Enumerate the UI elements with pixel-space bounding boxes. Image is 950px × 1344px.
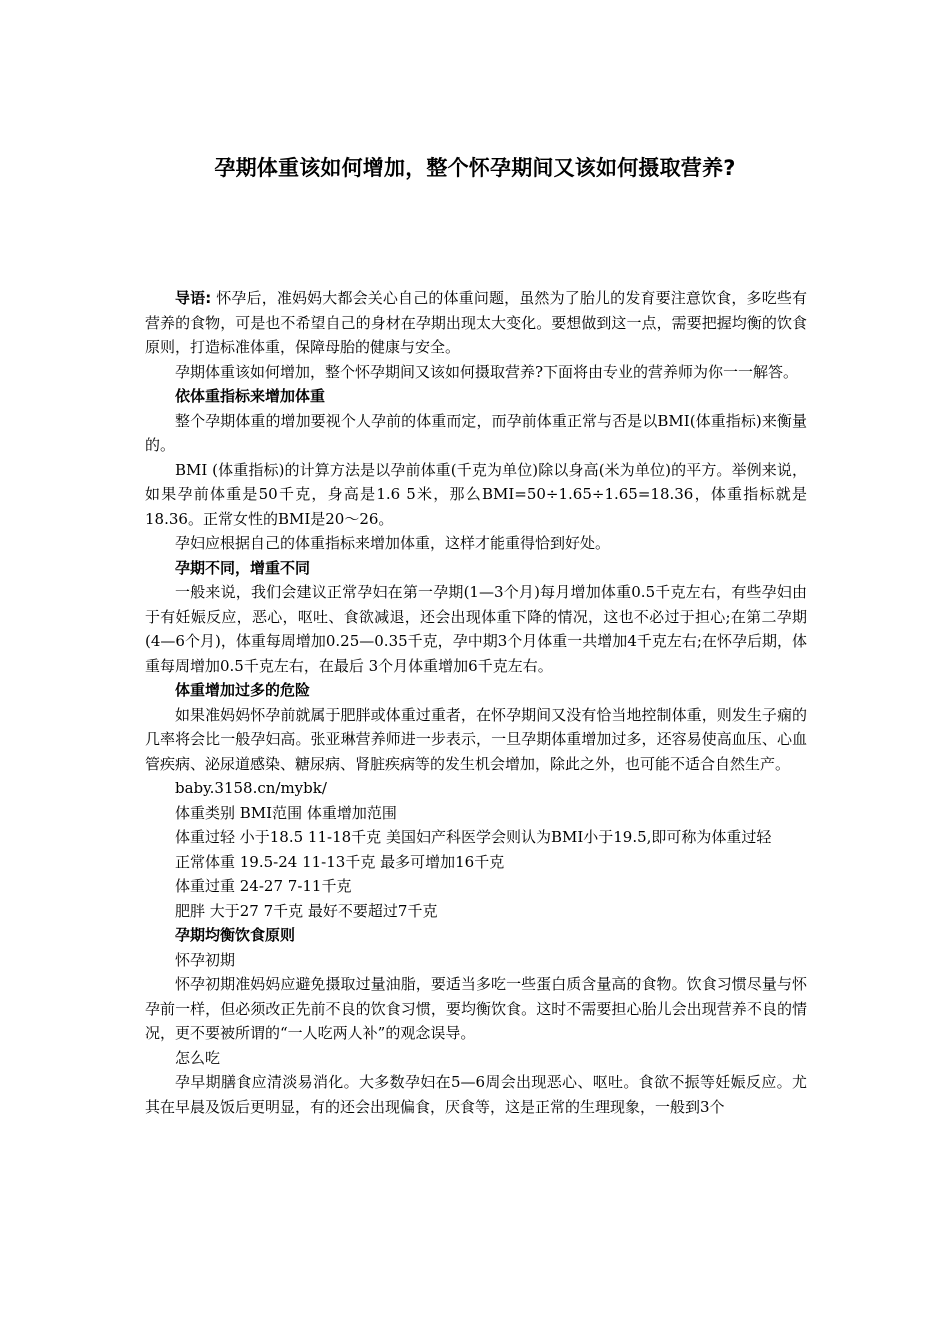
paragraph: 孕期体重该如何增加，整个怀孕期间又该如何摄取营养?下面将由专业的营养师为你一一解答。 <box>175 362 799 381</box>
table-row-line: 肥胖 大于27 7千克 最好不要超过7千克 <box>175 901 438 920</box>
paragraph: 如果准妈妈怀孕前就属于肥胖或体重过重者，在怀孕期间又没有恰当地控制体重，则发生子痫的几率将会比一般孕妇高。张亚琳营养师进一步表示，一旦孕期体重增加过多，还容易使高血压、心血管疾病、泌尿道感染、糖尿病、肾脏疾病等的发生机会增加，除此之外，也可能不适合自然生产。 <box>145 705 807 773</box>
intro-text: 怀孕后，准妈妈大都会关心自己的体重问题，虽然为了胎儿的发育要注意饮食，多吃些有营养的食物，可是也不希望自己的身材在孕期出现太大变化。要想做到这一点，需要把握均衡的饮食原则，打造标准体重，保障母胎的健康与安全。 <box>145 289 808 356</box>
subheading: 怀孕初期 <box>175 950 236 969</box>
paragraph: 孕早期膳食应清淡易消化。大多数孕妇在5—6周会出现恶心、呕吐。食欲不振等妊娠反应。尤其在早晨及饭后更明显，有的还会出现偏食，厌食等，这是正常的生理现象，一般到3个 <box>145 1073 807 1116</box>
source-url: baby.3158.cn/mybk/ <box>175 779 327 797</box>
section-heading: 体重增加过多的危险 <box>175 681 311 699</box>
table-row-line: 正常体重 19.5-24 11-13千克 最多可增加16千克 <box>175 852 505 871</box>
paragraph: 怀孕初期准妈妈应避免摄取过量油脂，要适当多吃一些蛋白质含量高的食物。饮食习惯尽量与怀孕前一样，但必须改正先前不良的饮食习惯，要均衡饮食。这时不需要担心胎儿会出现营养不良的情况，更不要被所谓的“一人吃两人补”的观念误导。 <box>145 975 807 1042</box>
page-title: 孕期体重该如何增加，整个怀孕期间又该如何摄取营养? <box>214 156 736 180</box>
section-heading: 孕期均衡饮食原则 <box>175 926 296 944</box>
table-header-line: 体重类别 BMI范围 体重增加范围 <box>175 803 397 822</box>
table-row-line: 体重过轻 小于18.5 11-18千克 美国妇产科医学会则认为BMI小于19.5,即可称为体重过轻 <box>175 828 772 846</box>
intro-paragraph <box>145 286 807 360</box>
subheading: 怎么吃 <box>175 1048 221 1067</box>
section-heading: 孕期不同，增重不同 <box>175 558 311 577</box>
section-heading: 依体重指标来增加体重 <box>175 387 326 405</box>
article-body <box>145 286 807 1119</box>
intro-label: 导语: <box>175 289 212 307</box>
paragraph: 一般来说，我们会建议正常孕妇在第一孕期(1—3个月)每月增加体重0.5千克左右，有些孕妇由于有妊娠反应，恶心，呕吐、食欲减退，还会出现体重下降的情况，这也不必过于担心;在第二孕期 (4—6个月)，体重每周增加0.25—0.35千克，孕中期3个月体重一共增加4千克左右;在怀孕后期，体重每周增加0.5千克左右，在最后 3个月体重增加6千克左右。 <box>145 583 807 675</box>
paragraph: BMI (体重指标)的计算方法是以孕前体重(千克为单位)除以身高(米为单位)的平方。举例来说，如果孕前体重是50千克，身高是1.6 5米，那么BMI=50÷1.65÷1.65=18.36，体重指标就是18.36。正常女性的BMI是20～26。 <box>145 460 807 528</box>
paragraph: 整个孕期体重的增加要视个人孕前的体重而定，而孕前体重正常与否是以BMI(体重指标)来衡量的。 <box>145 411 807 454</box>
table-row-line: 体重过重 24-27 7-11千克 <box>175 877 352 895</box>
paragraph: 孕妇应根据自己的体重指标来增加体重，这样才能重得恰到好处。 <box>175 534 611 552</box>
